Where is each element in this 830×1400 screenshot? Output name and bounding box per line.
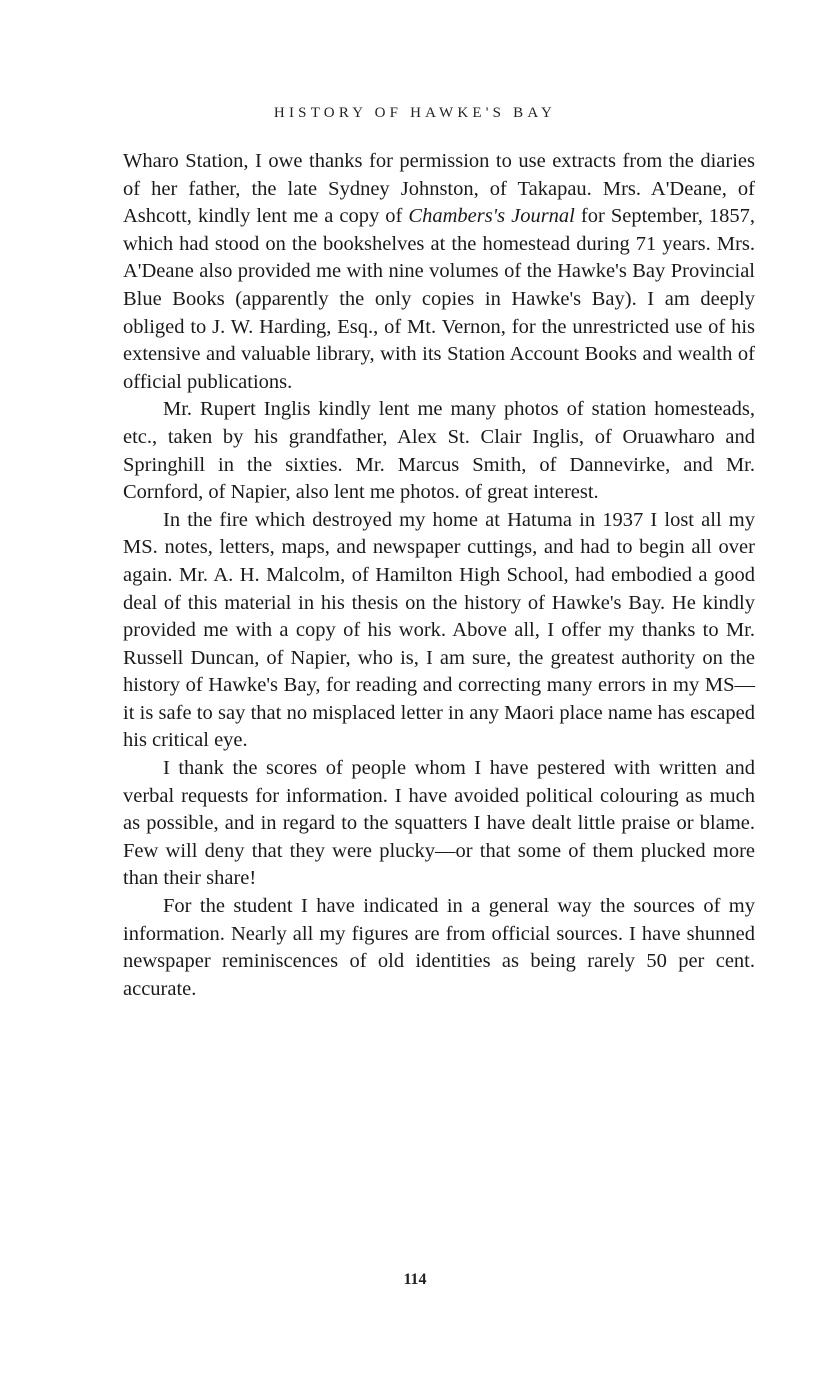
- body-text: [123, 148, 755, 1003]
- page-number: 114: [403, 1271, 427, 1288]
- paragraph-3: In the fire which destroyed my home at Hatuma in 1937 I lost all my MS. notes, letters, maps, and newspaper cuttings, and had to begin all over again. Mr. A. H. Malcolm, of Hamilton High School, had embodied a good deal of this material in his thesis on the history of Hawke's Bay. He kindly provided me with a copy of his work. Above all, I offer my thanks to Mr. Russell Duncan, of Napier, who is, I am sure, the greatest authority on the history of Hawke's Bay, for reading and correcting many errors in my MS—it is safe to say that no misplaced letter in any Maori place name has escaped his critical eye.: [123, 508, 755, 752]
- paragraph-2: Mr. Rupert Inglis kindly lent me many photos of station homesteads, etc., taken by his grandfather, Alex St. Clair Inglis, of Oruawharo and Springhill in the sixties. Mr. Marcus Smith, of Dannevirke, and Mr. Cornford, of Napier, also lent me photos. of great interest.: [123, 398, 755, 504]
- paragraph-5: For the student I have indicated in a general way the sources of my information. Nearly all my figures are from official sources. I have shunned newspaper reminiscences of old identities as being rarely 50 per cent. accurate.: [123, 895, 755, 1000]
- paragraph-1: [123, 148, 755, 396]
- paragraph-1-text-after: for September, 1857, which had stood on the bookshelves at the homestead during 71 years. Mrs. A'Deane also provided me with nine volumes of the Hawke's Bay Provincial Blue Books (apparently the only copies in Hawke's Bay). I am deeply obliged to J. W. Harding, Esq., of Mt. Vernon, for the unrestricted use of his extensive and valuable library, with its Station Account Books and wealth of official publications.: [123, 205, 756, 393]
- paragraph-4: I thank the scores of people whom I have pestered with written and verbal requests for information. I have avoided political colouring as much as possible, and in regard to the squatters I have dealt little praise or blame. Few will deny that they were plucky—or that some of them plucked more than their share!: [123, 757, 755, 890]
- paragraph-1-text-before: Wharo Station, I owe thanks for permission to use extracts from the diaries of her father, the late Sydney Johnston, of Takapau. Mrs. A'Deane, of Ashcott, kindly lent me a copy of: [123, 150, 755, 228]
- journal-title-italic: Chambers's Journal: [408, 205, 575, 228]
- running-head: HISTORY OF HAWKE'S BAY: [273, 105, 557, 121]
